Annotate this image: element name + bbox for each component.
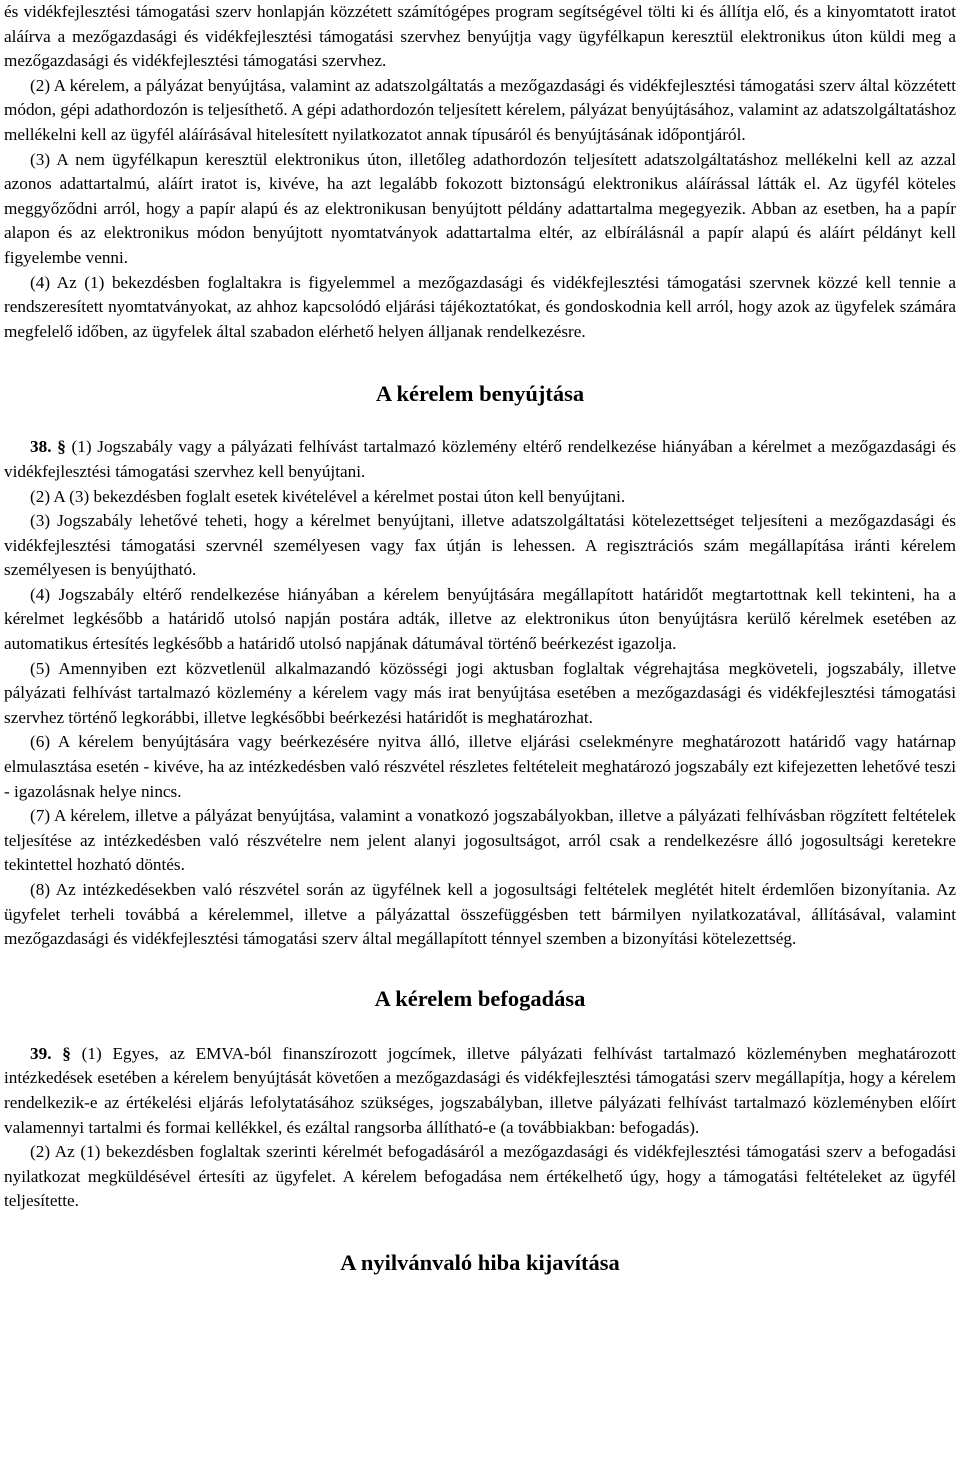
paragraph: (5) Amennyiben ezt közvetlenül alkalmazandó közösségi jogi aktusban foglaltak végrehajtása megköveteli, jogszabály, illetve pályázati felhívást tartalmazó közlemény a kérelem vagy más irat benyújtása esetében a mezőgazdasági és vidékfejlesztési támogatási szervhez történő legkorábbi, illetve legkésőbbi beérkezési határidőt is meghatározhat. bbox=[4, 658, 956, 727]
paragraph-text: (1) Egyes, az EMVA-ból finanszírozott jogcímek, illetve pályázati felhívást tartalmazó közleményben meghatározott intézkedések esetében a kérelem benyújtását követően a mezőgazdasági és vidékfejlesztési támogatási szerv megállapítja, hogy a kérelem rendelkezik-e az értékelési eljárás lefolytatásához szükséges, jogszabályban, illetve pályázati felhívást tartalmazó közleményben előírt valamennyi tartalmi és formai kellékkel, és ezáltal rangsorba állítható-e (a továbbiakban: befogadás). bbox=[4, 1043, 957, 1137]
section-paragraph bbox=[4, 435, 956, 484]
paragraph: és vidékfejlesztési támogatási szerv honlapján közzétett számítógépes program segítségével tölti ki és állítja elő, és a kinyomtatott iratot aláírva a mezőgazdasági és vidékfejlesztési támogatási szervhez benyújtja vagy ügyfélkapun keresztül elektronikus úton küldi meg a mezőgazdasági és vidékfejlesztési támogatási szervhez. bbox=[4, 2, 956, 71]
paragraph: (8) Az intézkedésekben való részvétel során az ügyfélnek kell a jogosultsági feltételek meglétét hitelt érdemlően bizonyítania. Az ügyfelet terheli továbbá a kérelemmel, illetve a pályázattal összefüggésben tett bármilyen nyilatkozatával, állításával, valamint mezőgazdasági és vidékfejlesztési támogatási szerv által megállapított ténnyel szemben a bizonyítási kötelezettség. bbox=[4, 880, 956, 949]
paragraph: (4) Jogszabály eltérő rendelkezése hiányában a kérelem benyújtására megállapított határidőt megtartottnak kell tekinteni, ha a kérelmet legkésőbb a határidő utolsó napján postára adták, illetve az elektronikus úton benyújtásra kerülő kérelmek esetében az automatikus értesítés legkésőbb a határidő utolsó napjának dátumával történő beérkezést igazolja. bbox=[4, 584, 956, 654]
section-number: 38. bbox=[30, 437, 52, 457]
paragraph: (4) Az (1) bekezdésben foglaltakra is figyelemmel a mezőgazdasági és vidékfejlesztési támogatási szervnek közzé kell tennie a rendszeresített nyomtatványokat, az ahhoz kapcsolódó eljárási tájékoztatókat, és gondoskodnia kell arról, hogy azok az ügyfelek számára megfelelő időben, az ügyfelek által szabadon elérhető helyen álljanak rendelkezésre. bbox=[4, 272, 956, 341]
section-heading: A kérelem befogadása bbox=[374, 985, 586, 1011]
paragraph: (2) A kérelem, a pályázat benyújtása, valamint az adatszolgáltatás a mezőgazdasági és vidékfejlesztési támogatási szerv által közzétett módon, gépi adathordozón is teljesíthető. A gépi adathordozón teljesített kérelem, pályázat benyújtásához, valamint az adatszolgáltatáshoz mellékelni kell az ügyfél aláírásával hitelesített nyilatkozatot annak típusáról és benyújtásának időpontjáról. bbox=[4, 75, 956, 144]
section-heading: A nyilvánvaló hiba kijavítása bbox=[340, 1249, 620, 1275]
paragraph: (3) Jogszabály lehetővé teheti, hogy a kérelmet benyújtani, illetve adatszolgáltatási kötelezettséget teljesíteni a mezőgazdasági és vidékfejlesztési támogatási szervnél személyesen vagy fax útján is lehessen. A regisztrációs szám megállapítása iránti kérelem személyesen is benyújtható. bbox=[4, 511, 956, 580]
paragraph-text: (1) Jogszabály vagy a pályázati felhívást tartalmazó közlemény eltérő rendelkezése hiányában a kérelmet a mezőgazdasági és vidékfejlesztési támogatási szervhez kell benyújtani. bbox=[4, 437, 957, 481]
section-sign: § bbox=[57, 437, 66, 457]
section-number: 39. bbox=[30, 1043, 52, 1063]
paragraph: (2) A (3) bekezdésben foglalt esetek kivételével a kérelmet postai úton kell benyújtani. bbox=[30, 486, 626, 506]
paragraph: (6) A kérelem benyújtására vagy beérkezésére nyitva álló, illetve eljárási cselekményre meghatározott határidő vagy határnap elmulasztása esetén - kivéve, ha az intézkedésben való részvétel részletes feltételeit meghatározó jogszabály ezt kifejezetten lehetővé teszi - igazolásnak helye nincs. bbox=[4, 732, 956, 801]
paragraph: (3) A nem ügyfélkapun keresztül elektronikus úton, illetőleg adathordozón teljesített adatszolgáltatáshoz mellékelni kell az azzal azonos adattartalmú, aláírt iratot is, kivéve, ha azt legalább fokozott biztonságú elektronikus aláírással látták el. Az ügyfél köteles meggyőződni arról, hogy a papír alapú és az elektronikusan benyújtott példány adattartalma megegyezik. Abban az esetben, ha a papír alapon és az elektronikus módon benyújtott nyomtatványok adattartalma eltér, az elbírálásnál a papír alapú és aláírt példányt kell figyelembe venni. bbox=[4, 149, 956, 267]
paragraph: (2) Az (1) bekezdésben foglaltak szerinti kérelmét befogadásáról a mezőgazdasági és vidékfejlesztési támogatási szerv a befogadási nyilatkozat megküldésével értesíti az ügyfelet. A kérelem befogadása nem értékelhető úgy, hogy a támogatási feltételeket az ügyfél teljesítette. bbox=[4, 1142, 956, 1211]
section-paragraph bbox=[4, 1042, 956, 1140]
section-sign: § bbox=[62, 1043, 71, 1063]
paragraph: (7) A kérelem, illetve a pályázat benyújtása, valamint a vonatkozó jogszabályokban, illetve a pályázati felhívásban rögzített feltételek teljesítése az intézkedésben való részvételre nem jelent alanyi jogosultságot, arról csak a rendelkezésre álló jogosultsági keretekre tekintettel hozható döntés. bbox=[4, 806, 956, 875]
section-heading: A kérelem benyújtása bbox=[375, 381, 585, 407]
